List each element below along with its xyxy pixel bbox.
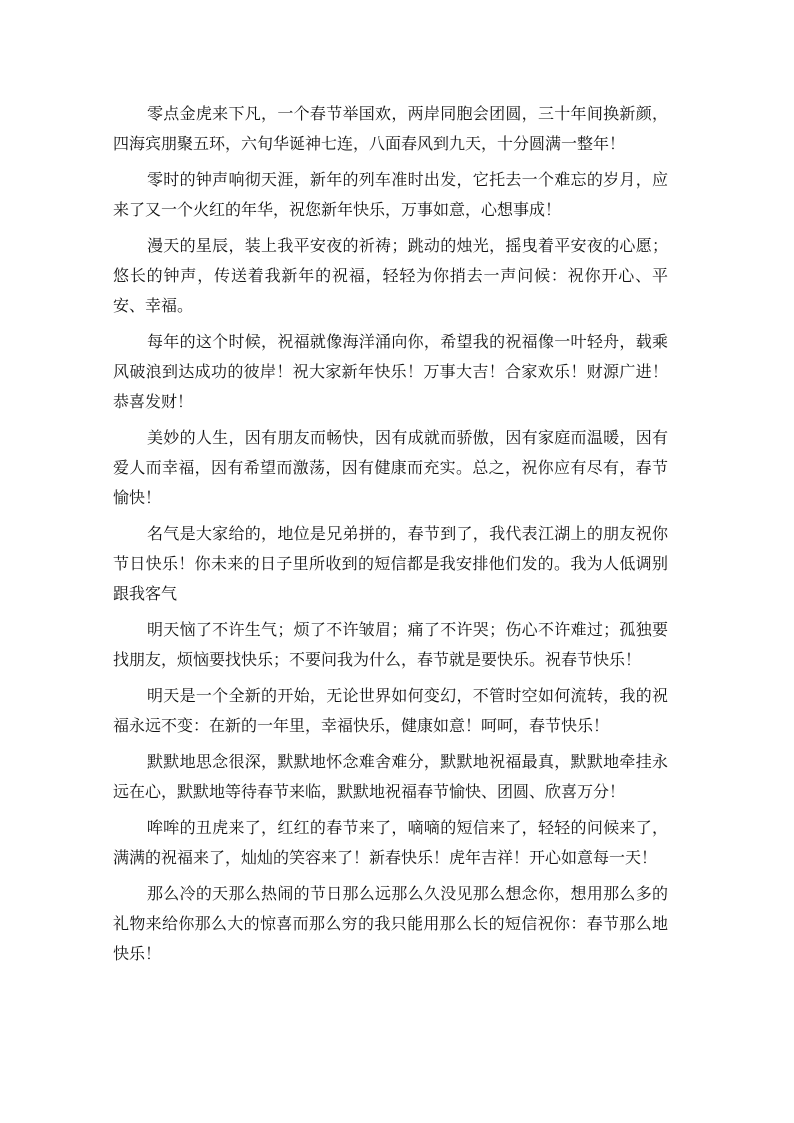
paragraph: 零点金虎来下凡，一个春节举国欢，两岸同胞会团圆，三十年间换新颜，四海宾朋聚五环，六旬华诞神七连，八面春风到九天，十分圆满一整年！	[113, 104, 668, 153]
document-body	[113, 99, 668, 975]
paragraph: 漫天的星辰，装上我平安夜的祈祷；跳动的烛光，摇曳着平安夜的心愿；悠长的钟声，传送着我新年的祝福，轻轻为你捎去一声问候：祝你开心、平安、幸福。	[113, 236, 668, 315]
paragraph: 明天恼了不许生气；烦了不许皱眉；痛了不许哭；伤心不许难过；孤独要找朋友，烦恼要找快乐；不要问我为什么，春节就是要快乐。祝春节快乐！	[113, 620, 668, 669]
paragraph: 那么冷的天那么热闹的节日那么远那么久没见那么想念你，想用那么多的礼物来给你那么大的惊喜而那么穷的我只能用那么长的短信祝你：春节那么地快乐！	[113, 884, 668, 963]
paragraph: 零时的钟声响彻天涯，新年的列车准时出发，它托去一个难忘的岁月，应来了又一个火红的年华，祝您新年快乐，万事如意，心想事成！	[113, 170, 668, 219]
paragraph: 明天是一个全新的开始，无论世界如何变幻，不管时空如何流转，我的祝福永远不变：在新的一年里，幸福快乐，健康如意！呵呵，春节快乐！	[113, 686, 668, 735]
paragraph: 名气是大家给的，地位是兄弟拼的，春节到了，我代表江湖上的朋友祝你节日快乐！你未来的日子里所收到的短信都是我安排他们发的。我为人低调别跟我客气	[113, 524, 668, 603]
paragraph: 美妙的人生，因有朋友而畅快，因有成就而骄傲，因有家庭而温暖，因有爱人而幸福，因有希望而激荡，因有健康而充实。总之，祝你应有尽有，春节愉快！	[113, 428, 668, 507]
paragraph: 哞哞的丑虎来了，红红的春节来了，嘀嘀的短信来了，轻轻的问候来了，满满的祝福来了，灿灿的笑容来了！新春快乐！虎年吉祥！开心如意每一天！	[113, 818, 668, 867]
paragraph: 每年的这个时候，祝福就像海洋涌向你，希望我的祝福像一叶轻舟，载乘风破浪到达成功的彼岸！祝大家新年快乐！万事大吉！合家欢乐！财源广进！恭喜发财！	[113, 332, 668, 411]
paragraph: 默默地思念很深，默默地怀念难舍难分，默默地祝福最真，默默地牵挂永远在心，默默地等待春节来临，默默地祝福春节愉快、团圆、欣喜万分！	[113, 752, 668, 801]
